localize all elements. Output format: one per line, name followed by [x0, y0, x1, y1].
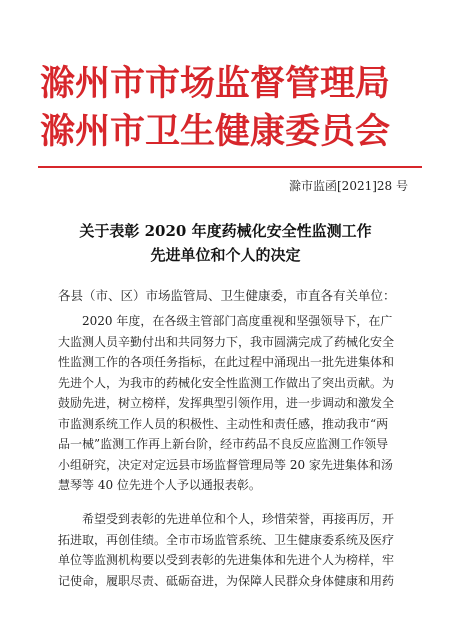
paragraph-line: 单位等监测机构要以受到表彰的先进集体和先进个人为榜样，牢 [58, 553, 395, 567]
masthead-issuer-market-regulation: 滁州市市场监督管理局 [40, 63, 391, 104]
document-title-line-1: 关于表彰 2020 年度药械化安全性监测工作 [79, 222, 372, 240]
paragraph-line: 希望受到表彰的先进单位和个人，珍惜荣誉，再接再厉，开 [82, 512, 395, 526]
paragraph-line: 拓进取，再创佳绩。全市市场监管系统、卫生健康委系统及医疗 [58, 532, 395, 547]
document-number: 滁市监函[2021]28 号 [289, 179, 408, 193]
paragraph-line: 大监测人员辛勤付出和共同努力下，我市圆满完成了药械化安全 [58, 334, 395, 349]
paragraph-line: 2020 年度，在各级主管部门高度重视和坚强领导下，在广 [82, 314, 393, 328]
document-title-line-2: 先进单位和个人的决定 [150, 246, 301, 264]
paragraph-line: 性监测工作的各项任务指标，在此过程中涌现出一批先进集体和 [58, 355, 395, 369]
masthead-issuer-health-commission: 滁州市卫生健康委员会 [40, 111, 391, 152]
body-paragraph-2 [58, 509, 403, 591]
body-paragraph-1 [58, 311, 403, 496]
paragraph-line: 慧琴等 40 位先进个人予以通报表彰。 [58, 478, 261, 492]
paragraph-line: 小组研究，决定对定远县市场监督管理局等 20 家先进集体和汤 [58, 457, 393, 472]
paragraph-line: 先进个人，为我市的药械化安全性监测工作做出了突出贡献。为 [58, 375, 395, 390]
paragraph-line: 市监测系统工作人员的积极性、主动性和责任感，推动我市“两 [58, 416, 389, 431]
paragraph-line: 品一械”监测工作再上新台阶，经市药品不良反应监测工作领导 [58, 437, 389, 451]
paragraph-line: 记使命，履职尽责、砥砺奋进，为保障人民群众身体健康和用药 [58, 573, 395, 588]
red-divider-line [38, 166, 422, 168]
paragraph-line: 鼓励先进，树立榜样，发挥典型引领作用，进一步调动和激发全 [58, 396, 395, 410]
recipients-line: 各县（市、区）市场监管局、卫生健康委，市直各有关单位： [58, 288, 396, 303]
